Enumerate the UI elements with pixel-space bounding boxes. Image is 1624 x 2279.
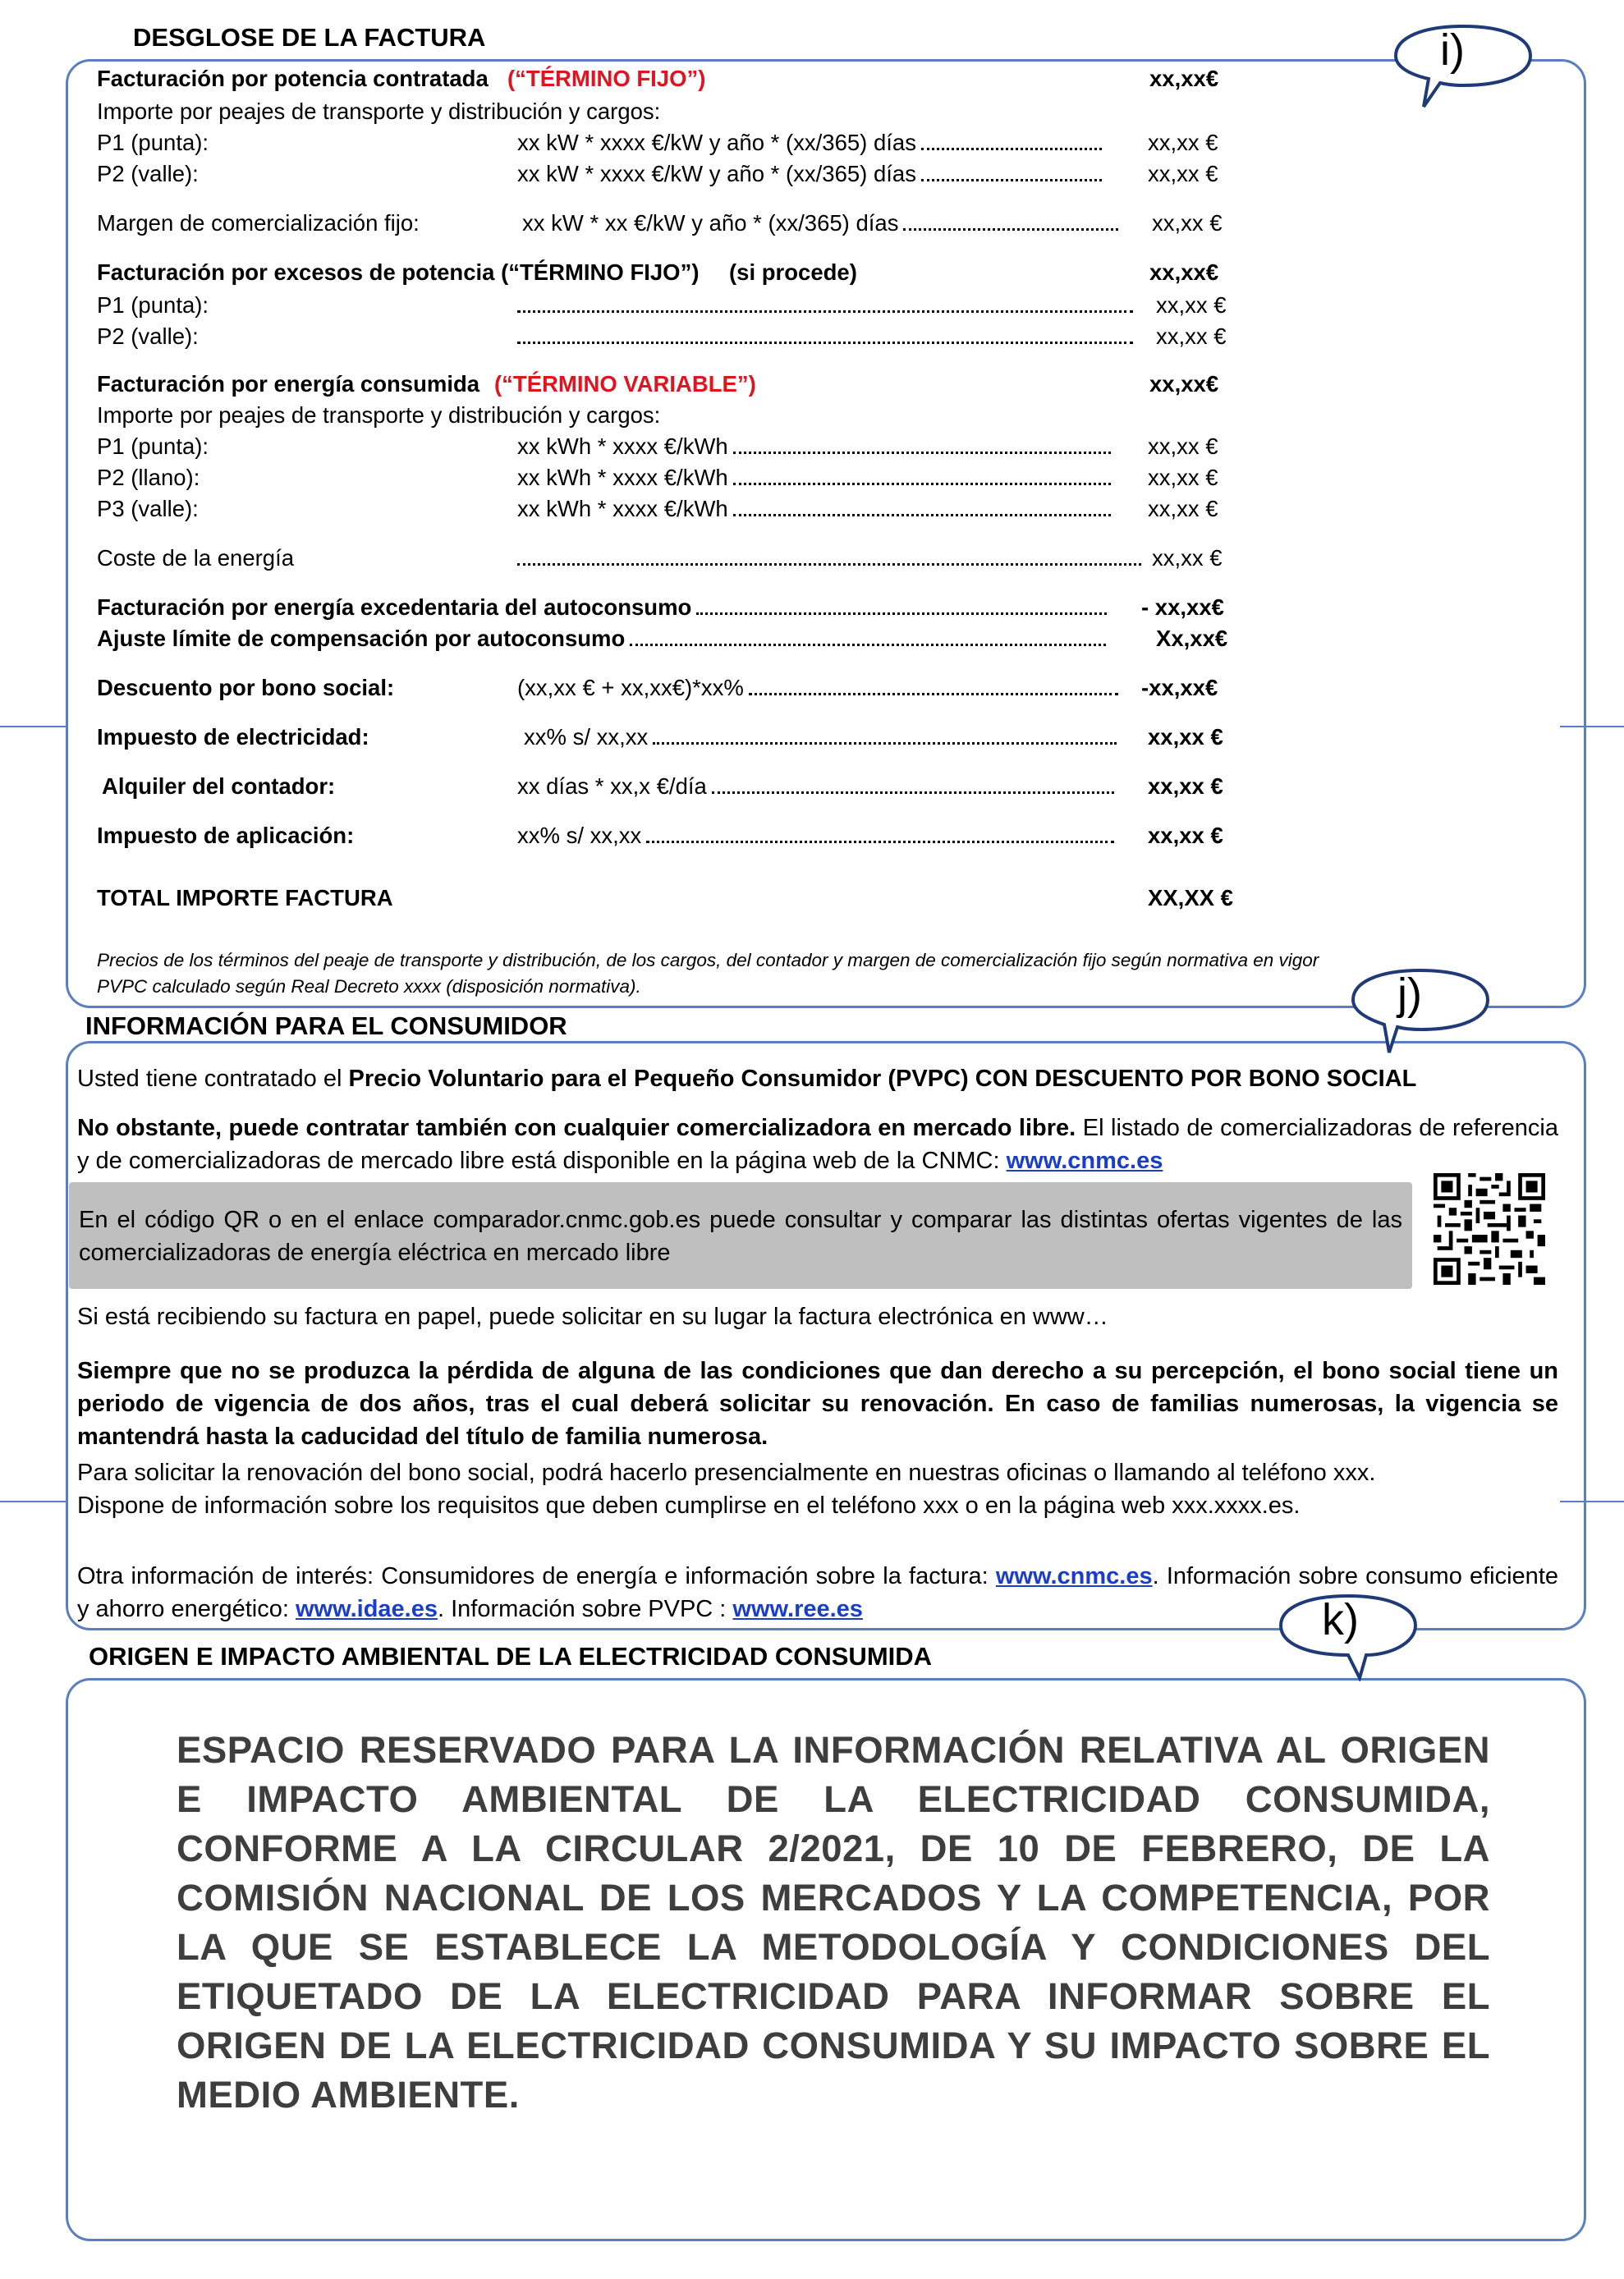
- margin-tick-left-1: [0, 726, 67, 727]
- peajes-energia-intro-text: Importe por peajes de transporte y distribución y cargos:: [97, 402, 661, 428]
- callout-j-label: j): [1397, 970, 1422, 1019]
- peajes-potencia-intro-text: Importe por peajes de transporte y distribución y cargos:: [97, 99, 661, 124]
- ajuste-label: [97, 626, 1106, 652]
- e-p2-amount: xx,xx €: [1148, 465, 1218, 490]
- excesos-p2-dots: [517, 323, 1133, 350]
- bono-formula-text: (xx,xx € + xx,xx€)*xx%: [517, 675, 744, 700]
- p1-label: P1 (punta):: [97, 130, 209, 155]
- excesos-extra: (si procede): [729, 259, 857, 285]
- desglose-note-2: PVPC calculado según Real Decreto xxxx (disposición normativa).: [97, 976, 641, 997]
- e-p1-formula: [517, 433, 1111, 460]
- e-p1-formula-text: xx kWh * xxxx €/kWh: [517, 433, 728, 459]
- margin-tick-left-2: [0, 1501, 67, 1502]
- energia-amount: xx,xx€: [1149, 371, 1219, 397]
- excesos-p2-label: P2 (valle):: [97, 323, 199, 349]
- excesos-p1-label: P1 (punta):: [97, 292, 209, 318]
- info-p7-text-c: . Información sobre PVPC :: [437, 1596, 733, 1622]
- p1-amount: xx,xx €: [1148, 130, 1218, 155]
- desglose-note-1: Precios de los términos del peaje de transporte y distribución, de los cargos, del contador y margen de comercialización fijo según normativa en vigor: [97, 950, 1319, 970]
- row-excedentaria: [97, 594, 1246, 626]
- margen-label: Margen de comercialización fijo:: [97, 210, 420, 236]
- ajuste-label-text: Ajuste límite de compensación por autoconsumo: [97, 626, 626, 651]
- row-impuesto-apl: [97, 823, 1246, 854]
- row-energia-p1: [97, 433, 1246, 465]
- info-paragraph-3: Si está recibiendo su factura en papel, puede solicitar en su lugar la factura electrónica en www…: [77, 1304, 1108, 1330]
- margin-tick-right-1: [1560, 726, 1624, 727]
- margen-amount: xx,xx €: [1152, 210, 1223, 236]
- excedentaria-label: [97, 594, 1107, 621]
- info-p2-bold: No obstante, puede contratar también con cualquier comercializadora en mercado libre.: [77, 1115, 1076, 1141]
- impuesto-apl-label: Impuesto de aplicación:: [97, 823, 355, 848]
- excedentaria-amount: - xx,xx€: [1141, 594, 1224, 620]
- alquiler-formula: [517, 773, 1114, 800]
- e-p2-label: P2 (llano):: [97, 465, 200, 490]
- idae-link[interactable]: www.idae.es: [295, 1596, 438, 1622]
- row-potencia-p2: [97, 161, 1246, 192]
- excesos-p2-amount: xx,xx €: [1156, 323, 1227, 349]
- coste-label: Coste de la energía: [97, 545, 295, 571]
- excedentaria-label-text: Facturación por energía excedentaria del autoconsumo: [97, 594, 692, 620]
- row-impuesto-elec: [97, 724, 1246, 755]
- info-paragraph-5: Para solicitar la renovación del bono social, podrá hacerlo presencialmente en nuestras oficinas o llamando al teléfono xxx.: [77, 1460, 1376, 1486]
- row-coste: [97, 545, 1246, 576]
- e-p1-amount: xx,xx €: [1148, 433, 1218, 459]
- desglose-title: DESGLOSE DE LA FACTURA: [133, 23, 486, 52]
- qr-code-icon[interactable]: [1434, 1167, 1545, 1291]
- e-p3-label: P3 (valle):: [97, 496, 199, 521]
- margin-tick-right-2: [1560, 1501, 1624, 1502]
- row-total: [97, 885, 1246, 916]
- e-p2-formula: [517, 465, 1111, 491]
- peajes-energia-intro: [97, 402, 1246, 433]
- row-margen: [97, 210, 1246, 241]
- potencia-tag: (“TÉRMINO FIJO”): [507, 66, 706, 91]
- e-p3-formula-text: xx kWh * xxxx €/kWh: [517, 496, 728, 521]
- alquiler-amount: xx,xx €: [1148, 773, 1223, 799]
- p2-formula-text: xx kW * xxxx €/kW y año * (xx/365) días: [517, 161, 916, 186]
- row-energia-p3: [97, 496, 1246, 527]
- impuesto-elec-amount: xx,xx €: [1148, 724, 1223, 750]
- bono-formula: [517, 675, 1118, 701]
- coste-amount: xx,xx €: [1152, 545, 1223, 571]
- info-paragraph-2: [77, 1112, 1558, 1177]
- alquiler-label: Alquiler del contador:: [102, 773, 336, 799]
- e-p2-formula-text: xx kWh * xxxx €/kWh: [517, 465, 728, 490]
- info-paragraph-1: [77, 1062, 1558, 1095]
- impuesto-apl-formula-text: xx% s/ xx,xx: [517, 823, 642, 848]
- potencia-amount: xx,xx€: [1149, 66, 1219, 91]
- row-alquiler: [97, 773, 1246, 805]
- e-p3-formula: [517, 496, 1111, 522]
- excesos-p1-amount: xx,xx €: [1156, 292, 1227, 318]
- row-potencia: [97, 66, 1246, 97]
- p2-formula: [517, 161, 1102, 187]
- total-amount: XX,XX €: [1148, 885, 1233, 910]
- desglose-box: [66, 59, 1586, 1008]
- info-paragraph-6: Dispone de información sobre los requisitos que deben cumplirse en el teléfono xxx o en la página web xxx.xxxx.es.: [77, 1493, 1301, 1519]
- ree-link[interactable]: www.ree.es: [732, 1596, 863, 1622]
- row-bono: [97, 675, 1246, 706]
- bono-amount: -xx,xx€: [1141, 675, 1218, 700]
- info-title: INFORMACIÓN PARA EL CONSUMIDOR: [85, 1011, 567, 1040]
- impuesto-apl-formula: [517, 823, 1114, 849]
- margen-formula-text: xx kW * xx €/kW y año * (xx/365) días: [522, 210, 899, 236]
- cnmc-link[interactable]: www.cnmc.es: [1006, 1148, 1163, 1174]
- p1-formula: [517, 130, 1102, 156]
- total-label: TOTAL IMPORTE FACTURA: [97, 885, 393, 910]
- e-p1-label: P1 (punta):: [97, 433, 209, 459]
- row-energia: [97, 371, 1246, 402]
- alquiler-formula-text: xx días * xx,x €/día: [517, 773, 707, 799]
- row-energia-p2: [97, 465, 1246, 496]
- p1-formula-text: xx kW * xxxx €/kW y año * (xx/365) días: [517, 130, 916, 155]
- p2-label: P2 (valle):: [97, 161, 199, 186]
- energia-tag: (“TÉRMINO VARIABLE”): [494, 371, 756, 397]
- peajes-potencia-intro: [97, 99, 1246, 130]
- excesos-label: Facturación por excesos de potencia (“TÉRMINO FIJO”): [97, 259, 700, 285]
- reserved-space-text: ESPACIO RESERVADO PARA LA INFORMACIÓN RELATIVA AL ORIGEN E IMPACTO AMBIENTAL DE LA ELECTRICIDAD CONSUMIDA, CONFORME A LA CIRCULAR 2/2021, DE 10 DE FEBRERO, DE LA COMISIÓN NACIONAL DE LOS MERCADOS Y LA COMPETENCIA, POR LA QUE SE ESTABLECE LA METODOLOGÍA Y CONDICIONES DEL ETIQUETADO DE LA ELECTRICIDAD PARA INFORMAR SOBRE EL ORIGEN DE LA ELECTRICIDAD CONSUMIDA Y SU IMPACTO SOBRE EL MEDIO AMBIENTE.: [177, 1729, 1490, 2116]
- callout-k-label: k): [1322, 1595, 1359, 1644]
- margen-formula: [522, 210, 1118, 236]
- origen-title: ORIGEN E IMPACTO AMBIENTAL DE LA ELECTRICIDAD CONSUMIDA: [89, 1642, 933, 1671]
- row-excesos-p1: [97, 292, 1246, 323]
- impuesto-elec-formula: [524, 724, 1117, 750]
- row-ajuste: [97, 626, 1246, 657]
- energia-label: Facturación por energía consumida: [97, 371, 480, 397]
- impuesto-elec-label: Impuesto de electricidad:: [97, 724, 369, 750]
- info-p1-text: Usted tiene contratado el: [77, 1066, 349, 1092]
- row-excesos-p2: [97, 323, 1246, 355]
- row-potencia-p1: [97, 130, 1246, 161]
- cnmc-link-2[interactable]: www.cnmc.es: [995, 1563, 1153, 1589]
- p2-amount: xx,xx €: [1148, 161, 1218, 186]
- impuesto-elec-formula-text: xx% s/ xx,xx: [524, 724, 649, 750]
- info-paragraph-4: Siempre que no se produzca la pérdida de alguna de las condiciones que dan derecho a su percepción, el bono social tiene un periodo de vigencia de dos años, tras el cual deberá solicitar su renovación. En caso de familias numerosas, la vigencia se mantendrá hasta la caducidad del título de familia numerosa.: [77, 1358, 1558, 1450]
- excesos-p1-dots: [517, 292, 1133, 319]
- qr-info-text: En el código QR o en el enlace comparador.cnmc.gob.es puede consultar y comparar las distintas ofertas vigentes de las comercializadoras de energía eléctrica en mercado libre: [79, 1207, 1402, 1266]
- info-p1-bold: Precio Voluntario para el Pequeño Consumidor (PVPC) CON DESCUENTO POR BONO SOCIAL: [348, 1066, 1417, 1092]
- info-p2-text: El listado de comercializadoras de referencia y de comercializadoras de mercado libre está disponible en la página web de la CNMC:: [77, 1115, 1558, 1174]
- callout-i-label: i): [1440, 25, 1465, 75]
- info-p7-text-a: Otra información de interés: Consumidores de energía e información sobre la factura:: [77, 1563, 996, 1589]
- excesos-amount: xx,xx€: [1149, 259, 1219, 285]
- coste-dots: [517, 545, 1141, 571]
- bono-label: Descuento por bono social:: [97, 675, 395, 700]
- info-p7-text-b: . Información sobre consumo eficiente y ahorro energético:: [77, 1563, 1558, 1622]
- row-excesos: [97, 259, 1246, 291]
- potencia-label: Facturación por potencia contratada: [97, 66, 489, 91]
- impuesto-apl-amount: xx,xx €: [1148, 823, 1223, 848]
- ajuste-amount: Xx,xx€: [1156, 626, 1228, 651]
- e-p3-amount: xx,xx €: [1148, 496, 1218, 521]
